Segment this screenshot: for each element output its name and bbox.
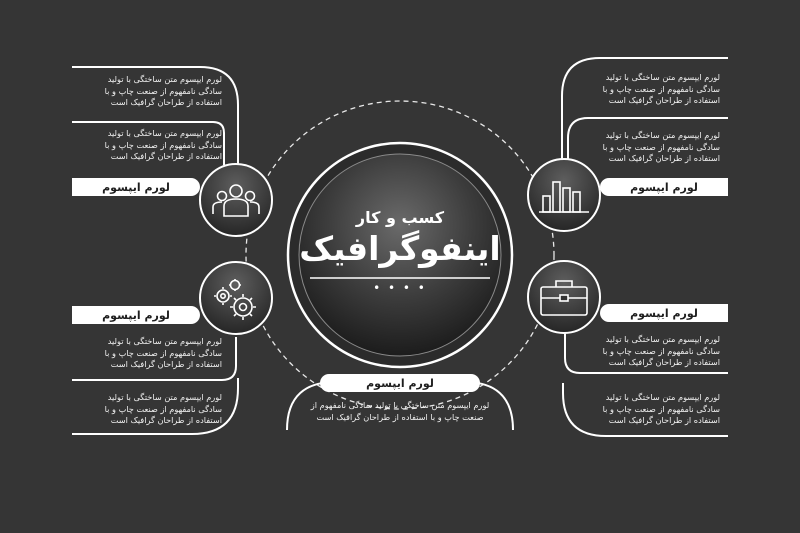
right-panel-3-tag: لورم ایپسوم xyxy=(600,304,728,322)
right-panel-4-text: لورم ایپسوم متن ساختگی با تولید سادگی نامفهوم از صنعت چاپ و با استفاده از طراحان گرافیک است xyxy=(602,392,720,426)
right-panel-3-text: لورم ایپسوم متن ساختگی با تولید سادگی نامفهوم از صنعت چاپ و با استفاده از طراحان گرافیک است xyxy=(602,334,720,368)
left-panel-2-tag: لورم ایپسوم xyxy=(72,178,200,196)
left-panel-3-text: لورم ایپسوم متن ساختگی با تولید سادگی نامفهوم از صنعت چاپ و با استفاده از طراحان گرافیک است xyxy=(104,336,222,370)
hub-title: اینفوگرافیک xyxy=(299,229,501,268)
hub-subtitle: کسب و کار xyxy=(355,208,445,227)
left-panel-2-text: لورم ایپسوم متن ساختگی با تولید سادگی نامفهوم از صنعت چاپ و با استفاده از طراحان گرافیک است xyxy=(104,128,222,162)
icon-node-chart xyxy=(528,159,600,231)
hub-dots: • • • • xyxy=(373,281,427,295)
left-panel-1-text: لورم ایپسوم متن ساختگی با تولید سادگی نامفهوم از صنعت چاپ و با استفاده از طراحان گرافیک است xyxy=(104,74,222,108)
bottom-panel-text: لورم ایپسوم متن ساختگی با تولید سادگی نامفهوم از صنعت چاپ و با استفاده از طراحان گرافیک است xyxy=(310,400,490,422)
right-panel-1-text: لورم ایپسوم متن ساختگی با تولید سادگی نامفهوم از صنعت چاپ و با استفاده از طراحان گرافیک است xyxy=(602,72,720,106)
icon-node-gears xyxy=(200,262,272,334)
bottom-panel-tag: لورم ایپسوم xyxy=(320,374,480,392)
left-panel-3-tag: لورم ایپسوم xyxy=(72,306,200,324)
icon-node-briefcase xyxy=(528,261,600,333)
right-panel-2-text: لورم ایپسوم متن ساختگی با تولید سادگی نامفهوم از صنعت چاپ و با استفاده از طراحان گرافیک است xyxy=(602,130,720,164)
left-panel-4-text: لورم ایپسوم متن ساختگی با تولید سادگی نامفهوم از صنعت چاپ و با استفاده از طراحان گرافیک است xyxy=(104,392,222,426)
right-panel-2-tag: لورم ایپسوم xyxy=(600,178,728,196)
icon-node-team xyxy=(200,164,272,236)
